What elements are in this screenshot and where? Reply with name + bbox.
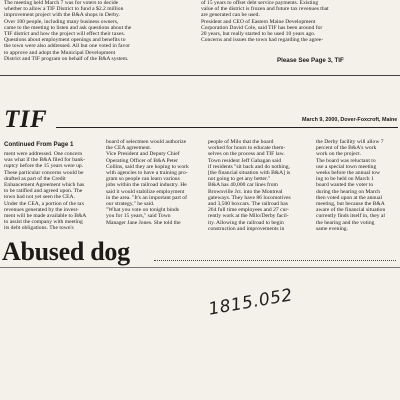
article-text-line: use a special town meeting [316, 163, 377, 170]
top-text-line: 20 years, but really started to be used 10 years ago. [201, 31, 316, 38]
article-text-line: [the financial situation with B&A] is [208, 170, 291, 177]
article-text-line: ruptcy before the 15 years were up. [4, 163, 84, 170]
article-text-line: same evening. [316, 225, 348, 232]
top-text-line: Over 100 people, including many business owners, [4, 18, 119, 25]
top-text-line: improvement project with the B&A shops in Derby. [4, 12, 120, 19]
article-text-line: Manager Jane Jones. She told the [106, 219, 181, 226]
headline-abused-dog: Abused dog [2, 237, 130, 266]
article-text-line: not going to get any better." [208, 176, 271, 183]
article-text-line: These particular concerns would be [4, 169, 84, 176]
article-text-line: during the hearing on March [316, 188, 380, 195]
top-text-line: the town were also addressed. All but one voted in favor [4, 43, 130, 50]
article-text-line: board of selectmen would authorize [106, 139, 187, 145]
article-text-line: was what if the B&A filed for bank- [4, 157, 85, 164]
article-text-line: with agencies to have a training pro- [106, 170, 188, 177]
article-text-line: worked for hours to educate them- [208, 145, 286, 152]
top-text-line: Corporation David Cole, said TIF has been around for [201, 24, 323, 31]
dateline: March 9, 2000, Dover-Foxcroft, Maine [302, 117, 398, 123]
top-text-line: TIF district and how the project will effect their taxes. [4, 31, 126, 38]
top-text-line: Concerns and issues the town had regarding the agree- [201, 37, 324, 44]
article-column-3 [208, 139, 305, 232]
handwritten-number: 1815.052 [207, 285, 295, 320]
top-text-line: The meeting held March 7 was for voters to decide [4, 0, 119, 6]
article-text-line: Enhancement Agreement which has [4, 182, 85, 189]
article-text-line: the Derby facility will allow 7 [316, 139, 384, 145]
headline-dotted-rule [154, 260, 396, 261]
top-text-line: of 15 years to offset debt service payments. Existing [201, 0, 319, 6]
article-text-line: "What you vote on tonight binds [106, 207, 179, 214]
article-text-line: aware of the financial situation [316, 207, 386, 214]
article-text-line: ity. Allowing the railroad to begin [208, 219, 284, 226]
article-text-line: meeting, but because the B&A [316, 201, 385, 208]
article-text-line: work on the project. [316, 151, 362, 158]
article-text-line: board wanted the voter to [316, 182, 374, 189]
article-text-line: gram so people can learn various [106, 176, 180, 183]
article-text-line: to be ratified and agreed upon. The [4, 188, 83, 195]
article-text-line: construction and improvements in [208, 225, 285, 232]
top-column-1 [4, 0, 194, 62]
section-divider-top [0, 75, 400, 76]
top-text-line: District and TIF program on behalf of the B&A system. [4, 55, 129, 62]
article-text-line: town had not yet seen the CEA. [4, 194, 75, 201]
top-text-line: Questions about employment openings and benefits to [4, 37, 126, 44]
article-text-line: people of Milo that the board [208, 139, 274, 145]
article-text-line: percent of the B&A's work [316, 145, 377, 152]
headline-underline [0, 267, 400, 268]
article-text-line: The board was reluctant to [316, 157, 376, 164]
article-text-line: the hearing and the voting [316, 219, 375, 226]
article-text-line: B&A has 40,000 car lines from [208, 182, 278, 189]
article-text-line: drafted as part of the Credit [4, 175, 66, 182]
article-text-line: to assist the company with meeting [4, 219, 83, 226]
top-text-line: President and CEO of Eastern Maine Development [201, 18, 316, 25]
article-column-2 [106, 139, 202, 226]
top-text-line: whether to allow a TIF District to fund a $2.2 million [4, 6, 124, 13]
article-text-line: 264 full time employees and 27 cur- [208, 207, 289, 214]
article-text-line: then voted upon at the annual [316, 194, 383, 201]
article-text-line: said it would stabilize employment [106, 188, 185, 195]
top-text-line: value of the district is frozen and future tax revenues that [201, 6, 329, 13]
masthead-rule [56, 127, 398, 128]
article-text-line: jobs within the railroad industry. He [106, 182, 187, 189]
article-column-1 [4, 151, 99, 232]
article-text-line: ment were addressed. One concern [4, 151, 83, 157]
article-text-line: Vice President and Deputy Chief [106, 151, 180, 158]
article-text-line: selves on the process and TIF law. [208, 151, 285, 158]
article-text-line: gateways. They have 86 locomotives [208, 194, 291, 201]
article-text-line: ing to be held on March 1 [316, 176, 374, 183]
article-text-line: rently work at the Milo/Derby facil- [208, 213, 289, 220]
continued-on-page-note: Please See Page 3, TIF [277, 57, 344, 64]
article-text-line: Operating Officer of B&A Peter [106, 157, 178, 164]
top-text-line: are generated can be used. [201, 12, 260, 19]
article-text-line: and 3,500 boxcars. The railroad has [208, 201, 288, 208]
article-text-line: weeks before the annual tow [316, 170, 380, 177]
article-text-line: in the area. "It's an important part of [106, 194, 187, 201]
section-heading: TIF [4, 106, 48, 133]
top-text-line: came to the meeting to listen and ask questions about the [4, 24, 132, 31]
article-column-4 [316, 139, 400, 232]
article-text-line: its debt obligations. The town's [4, 225, 74, 232]
continued-from-label: Continued From Page 1 [4, 141, 74, 148]
article-text-line: our strategy," he said. [106, 201, 155, 208]
top-column-2 [201, 0, 397, 43]
article-text-line: Brownville Jct. into the Montreal [208, 188, 283, 195]
article-text-line: Under the CEA, a portion of the tax [4, 200, 85, 207]
top-text-line: to approve and adopt the Municipal Development [4, 49, 116, 56]
article-text-line: if residents "sit back and do nothing, [208, 163, 290, 170]
article-text-line: revenues generated by the invest- [4, 206, 79, 213]
article-text-line: ment will be made available to B&A [4, 213, 87, 220]
article-text-line: you for 15 years," said Town [106, 213, 171, 220]
article-text-line: the CEA agreement. [106, 145, 152, 152]
article-text-line: Town resident Jeff Gahagan said [208, 157, 282, 164]
article-text-line: Collins, said they are hoping to work [106, 163, 189, 170]
article-text-line: currently finds itself in, they al [316, 213, 385, 220]
